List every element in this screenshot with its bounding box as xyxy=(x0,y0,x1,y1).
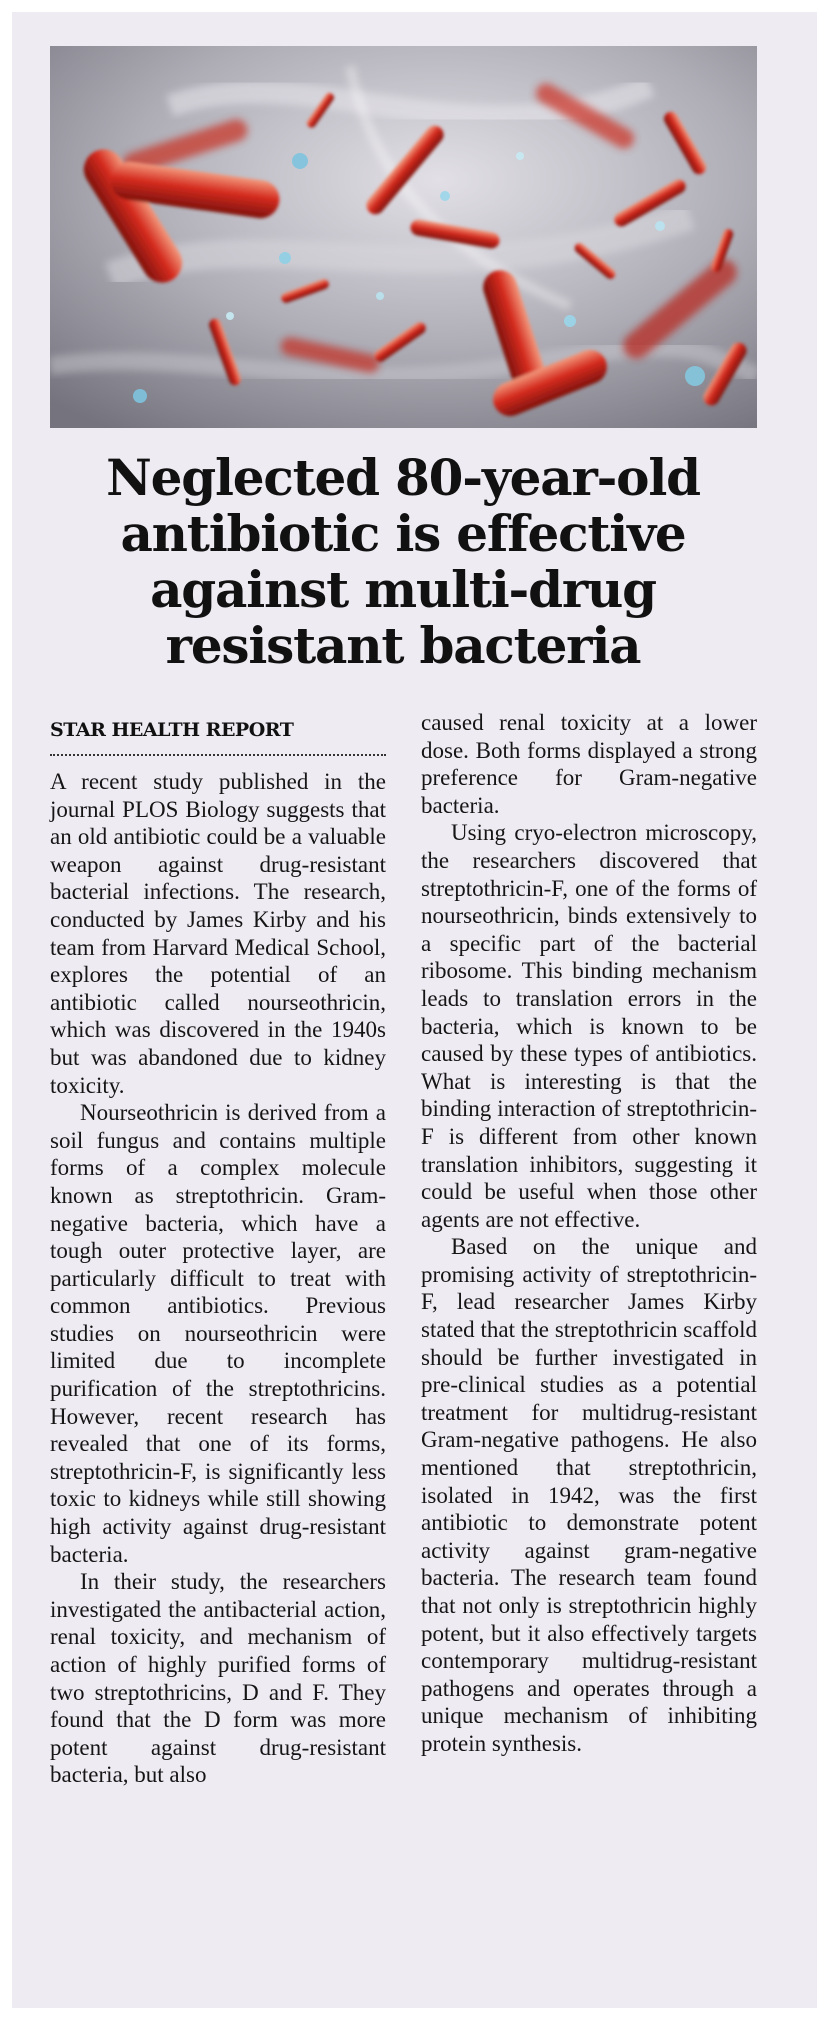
article-paragraph: Nourseothricin is derived from a soil fungus and contains multiple forms of a complex molecule known as streptothricin. Gram-negative bacteria, which have a tough outer protective layer, are particularly difficult to treat with common antibiotics. Previous studies on nourseothricin were limited due to incomplete purification of the streptothricins. However, recent research has revealed that one of its forms, streptothricin-F, is significantly less toxic to kidneys while still showing high activity against drug-resistant bacteria. xyxy=(50,1100,386,1567)
article-body xyxy=(50,712,757,1789)
article-byline: STAR HEALTH REPORT xyxy=(50,719,294,741)
article-headline: Neglected 80-year-old antibiotic is effective against multi-drug resistant bacteria xyxy=(106,448,700,675)
article-paragraph: Using cryo-electron microscopy, the researchers discovered that streptothricin-F, one of the forms of nourseothricin, binds extensively to a specific part of the bacterial ribosome. This binding mechanism leads to translation errors in the bacteria, which is known to be caused by these types of antibiotics. What is interesting is that the binding interaction of streptothricin-F is different from other known translation inhibitors, suggesting it could be useful when those other agents are not effective. xyxy=(421,820,757,1232)
article-paragraph: caused renal toxicity at a lower dose. Both forms displayed a strong preference for Gram-negative bacteria. xyxy=(421,710,757,818)
article-column-right xyxy=(421,709,757,1789)
bacteria-illustration xyxy=(50,46,757,428)
article-paragraph: Based on the unique and promising activity of streptothricin-F, lead researcher James Kirby stated that the streptothricin scaffold should be further investigated in pre-clinical studies as a potential treatment for multidrug-resistant Gram-negative pathogens. He also mentioned that streptothricin, isolated in 1942, was the first antibiotic to demonstrate potent activity against gram-negative bacteria. The research team found that not only is streptothricin highly potent, but it also effectively targets contemporary multidrug-resistant pathogens and operates through a unique mechanism of inhibiting protein synthesis. xyxy=(421,1234,757,1756)
byline-divider xyxy=(50,754,386,756)
article-column-left xyxy=(50,712,386,1789)
bacteria-illustration-graphic xyxy=(50,46,757,428)
article-paragraph: In their study, the researchers investigated the antibacterial action, renal toxicity, and mechanism of action of highly purified forms of two streptothricins, D and F. They found that the D form was more potent against drug-resistant bacteria, but also xyxy=(50,1569,386,1788)
article-paragraph: A recent study published in the journal PLOS Biology suggests that an old antibiotic could be a valuable weapon against drug-resistant bacterial infections. The research, conducted by James Kirby and his team from Harvard Medical School, explores the potential of an antibiotic called nourseothricin, which was discovered in the 1940s but was abandoned due to kidney toxicity. xyxy=(50,769,386,1098)
